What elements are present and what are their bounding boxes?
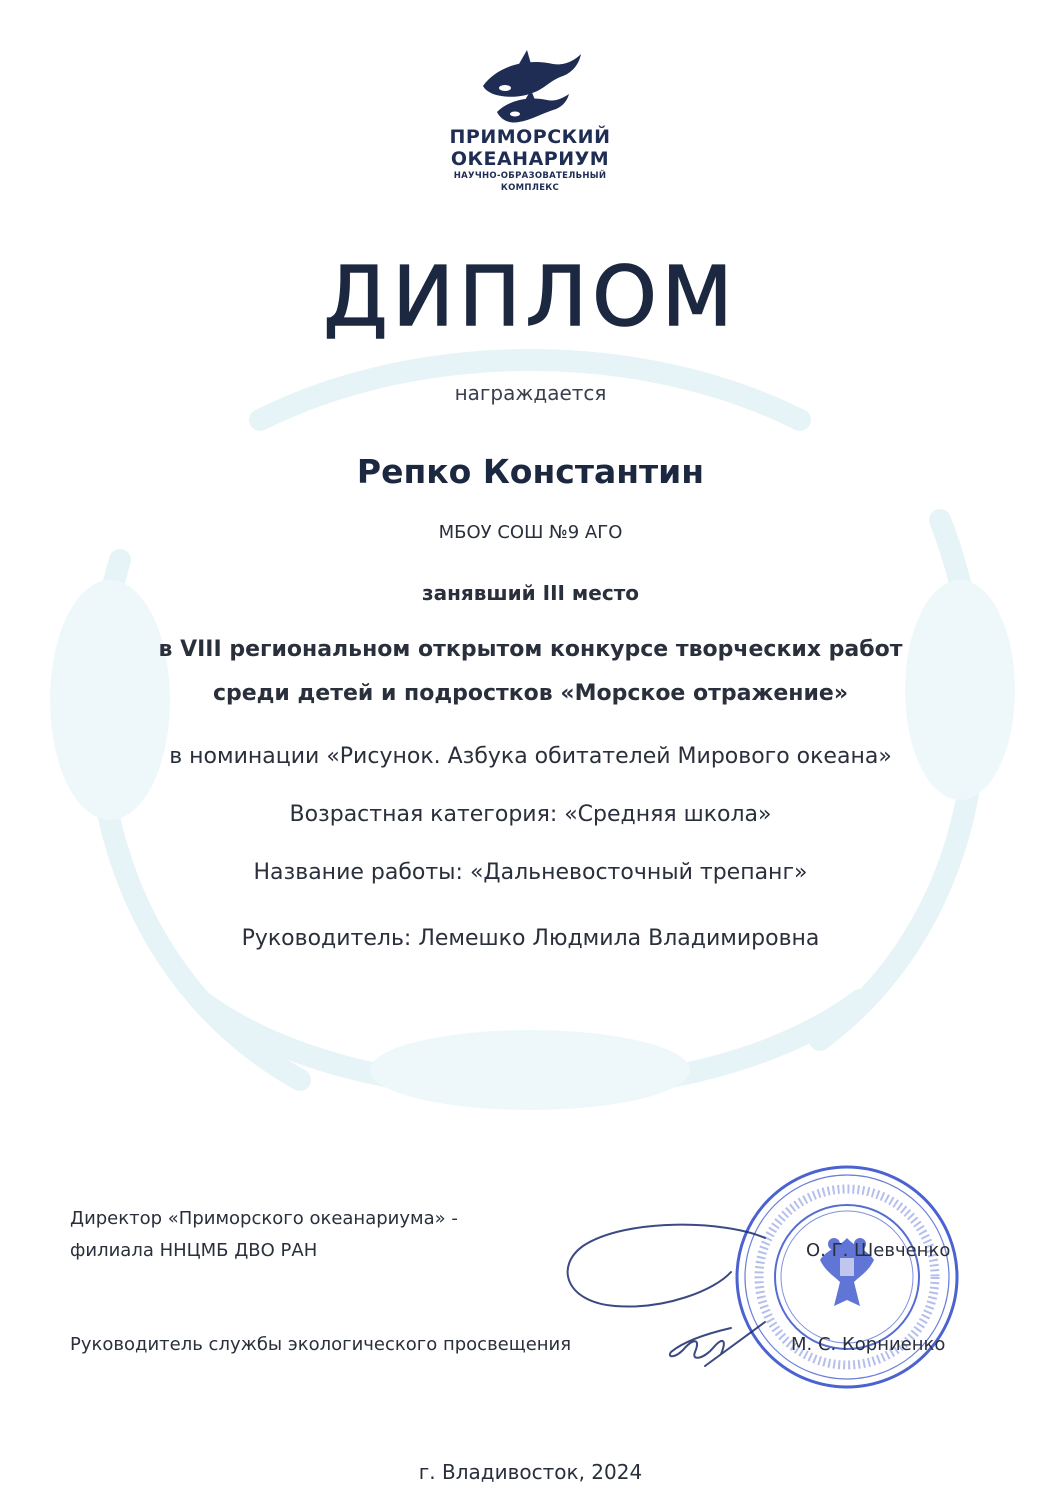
logo-title-line1: ПРИМОРСКИЙ <box>449 126 611 148</box>
work-title-text: Название работы: «Дальневосточный трепанг» <box>253 860 808 885</box>
logo-title-line2: ОКЕАНАРИУМ <box>450 148 610 170</box>
age-category-text: Возрастная категория: «Средняя школа» <box>289 802 772 827</box>
orca-icon <box>475 48 585 126</box>
supervisor-text: Руководитель: Лемешко Людмила Владимировна <box>241 926 820 951</box>
director-title-line1: Директор «Приморского океанариума» - <box>70 1208 458 1229</box>
contest-line-1: в VIII региональном открытом конкурсе творческих работ <box>158 637 903 662</box>
city-year: г. Владивосток, 2024 <box>418 1460 643 1484</box>
logo-subtitle-line1: НАУЧНО-ОБРАЗОВАТЕЛЬНЫЙ <box>453 171 607 181</box>
awarded-text: награждается <box>454 381 607 405</box>
logo-subtitle-line2: КОМПЛЕКС <box>500 183 560 193</box>
contest-line-2: среди детей и подростков «Морское отражение» <box>212 681 849 706</box>
nomination-text: в номинации «Рисунок. Азбука обитателей Мирового океана» <box>169 744 892 769</box>
ecology-head-title: Руководитель службы экологического просвещения <box>70 1334 572 1355</box>
ecology-head-name: М. С. Корниенко <box>791 1334 946 1355</box>
director-title-line2: филиала ННЦМБ ДВО РАН <box>70 1240 318 1261</box>
diploma-title: ДИПЛОМ <box>323 250 738 345</box>
place-text: занявший III место <box>421 581 640 605</box>
recipient-name: Репко Константин <box>356 452 705 491</box>
school-name: МБОУ СОШ №9 АГО <box>438 522 623 543</box>
signature-scribble <box>555 1210 785 1380</box>
oceanarium-logo <box>380 48 680 218</box>
director-name: О. Г. Шевченко <box>806 1240 951 1261</box>
